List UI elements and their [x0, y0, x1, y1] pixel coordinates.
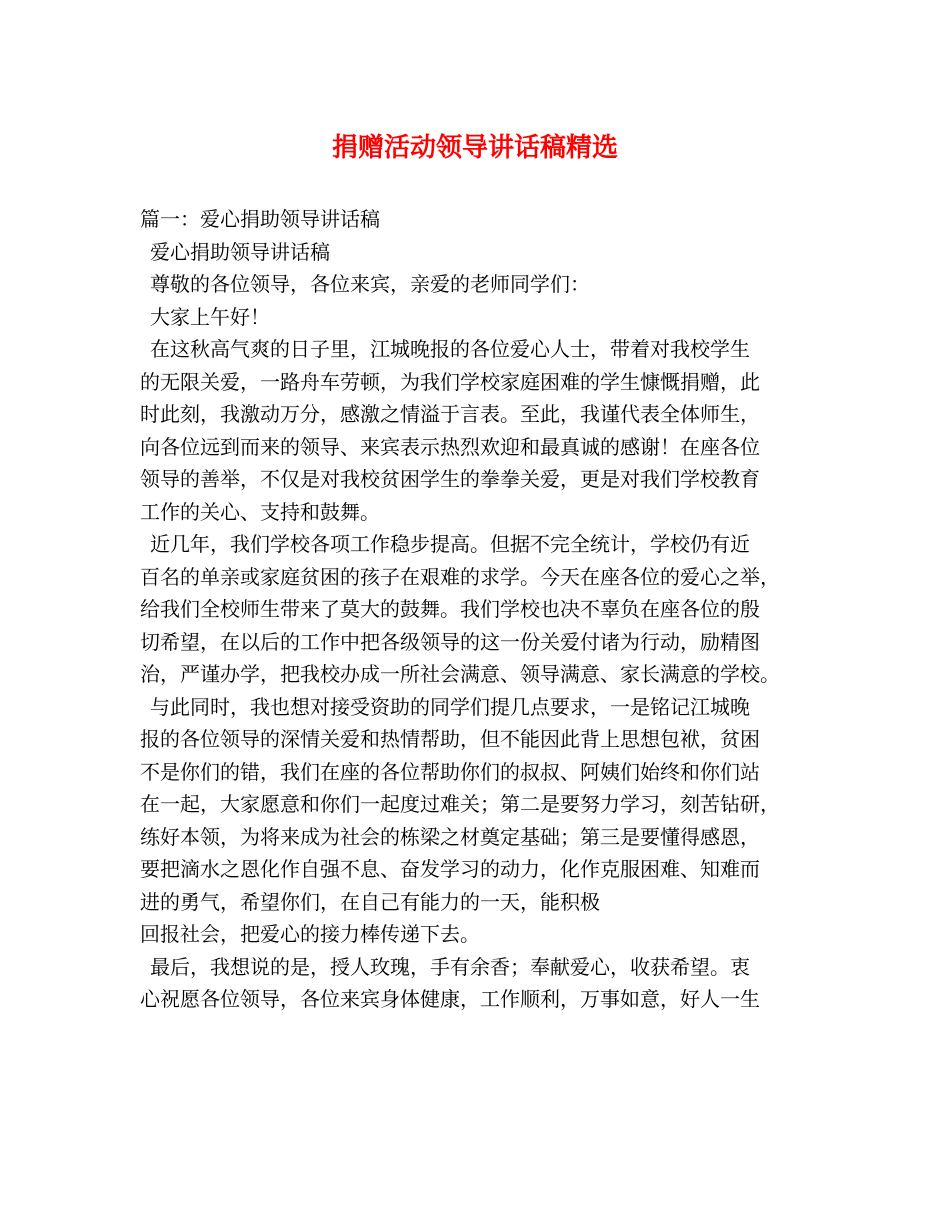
salutation: 尊敬的各位领导，各位来宾，亲爱的老师同学们：: [150, 272, 590, 296]
section-heading: 篇一：爱心捐助领导讲话稿: [140, 207, 380, 231]
text-line: 报的各位领导的深情关爱和热情帮助，但不能因此背上思想包袱，贫困: [140, 727, 760, 751]
text-line: 在这秋高气爽的日子里，江城晚报的各位爱心人士，带着对我校学生: [150, 337, 750, 361]
speech-title: 爱心捐助领导讲话稿: [150, 239, 330, 264]
text-line: 近几年，我们学校各项工作稳步提高。但据不完全统计，学校仍有近: [150, 532, 750, 556]
text-line: 进的勇气，希望你们，在自己有能力的一天，能积极: [140, 889, 600, 914]
text-line: 与此同时，我也想对接受资助的同学们提几点要求，一是铭记江城晚: [150, 694, 750, 719]
text-line: 切希望，在以后的工作中把各级领导的这一份关爱付诸为行动，励精图: [140, 629, 760, 654]
text-line: 在一起，大家愿意和你们一起度过难关；第二是要努力学习，刻苦钻研，: [140, 792, 780, 816]
text-line: 练好本领，为将来成为社会的栋梁之材奠定基础；第三是要懂得感恩，: [140, 824, 760, 849]
text-line: 治，严谨办学，把我校办成一所社会满意、领导满意、家长满意的学校。: [140, 662, 780, 686]
text-line: 回报社会，把爱心的接力棒传递下去。: [140, 922, 480, 946]
text-line: 百名的单亲或家庭贫困的孩子在艰难的求学。今天在座各位的爱心之举，: [140, 564, 780, 589]
text-line: 要把滴水之恩化作自强不息、奋发学习的动力，化作克服困难、知难而: [140, 857, 760, 881]
text-line: 工作的关心、支持和鼓舞。: [140, 499, 380, 524]
text-line: 的无限关爱，一路舟车劳顿，为我们学校家庭困难的学生慷慨捐赠，此: [140, 369, 760, 394]
text-line: 心祝愿各位领导，各位来宾身体健康，工作顺利，万事如意，好人一生: [140, 987, 760, 1011]
greeting: 大家上午好！: [150, 304, 270, 329]
text-line: 向各位远到而来的领导、来宾表示热烈欢迎和最真诚的感谢！在座各位: [140, 434, 760, 459]
document-title: 捐赠活动领导讲话稿精选: [331, 133, 618, 163]
document-body: [140, 203, 840, 1016]
text-line: 不是你们的错，我们在座的各位帮助你们的叔叔、阿姨们始终和你们站: [140, 759, 760, 784]
text-line: 领导的善举，不仅是对我校贫困学生的拳拳关爱，更是对我们学校教育: [140, 467, 760, 491]
text-line: 时此刻，我激动万分，感激之情溢于言表。至此，我谨代表全体师生，: [140, 402, 760, 426]
text-line: 给我们全校师生带来了莫大的鼓舞。我们学校也决不辜负在座各位的殷: [140, 597, 760, 621]
text-line: 最后，我想说的是，授人玫瑰，手有余香；奉献爱心，收获希望。衷: [150, 954, 750, 979]
